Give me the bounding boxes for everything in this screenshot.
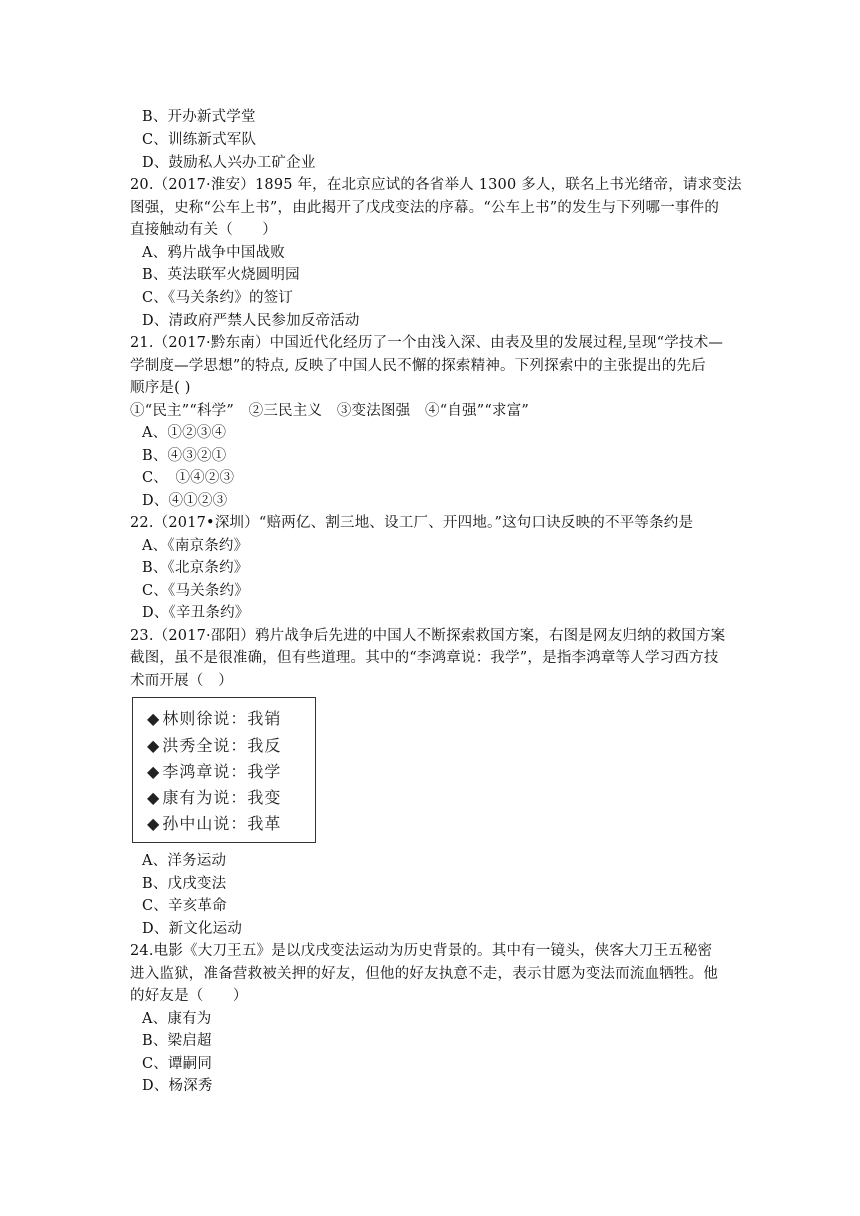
q23-figure-screenshot <box>132 697 316 843</box>
q21-stem-line-3: 顺序是( ) <box>130 380 191 396</box>
q21-option-c: C、 ①④②③ <box>142 470 235 486</box>
figure-row: ◆ 林则徐说：我销 <box>147 706 281 732</box>
diamond-bullet-icon: ◆ <box>147 709 161 728</box>
q22-stem-line-1: 22.（2017•深圳）“赔两亿、割三地、设工厂、开四地。”这句口诀反映的不平等条约是 <box>130 515 694 531</box>
q20-option-d: D、清政府严禁人民参加反帝活动 <box>142 313 360 329</box>
q24-stem-line-1: 24.电影《大刀王五》是以戊戌变法运动为历史背景的。其中有一镜头，侠客大刀王五秘密 <box>130 943 713 959</box>
q24-option-c: C、谭嗣同 <box>142 1056 213 1072</box>
figure-row: ◆ 康有为说：我变 <box>147 785 281 811</box>
q21-stem-line-1: 21.（2017·黔东南）中国近代化经历了一个由浅入深、由表及里的发展过程,呈现“学技术— <box>130 335 724 351</box>
q22-option-c: C、《马关条约》 <box>142 583 249 599</box>
q19-option-c: C、训练新式军队 <box>142 132 257 148</box>
q24-stem-line-2: 进入监狱，准备营救被关押的好友，但他的好友执意不走，表示甘愿为变法而流血牺牲。他 <box>130 966 718 982</box>
q20-stem-line-1: 20.（2017·淮安）1895 年，在北京应试的各省举人 1300 多人，联名上书光绪帝，请求变法 <box>130 177 742 193</box>
q21-option-d: D、④①②③ <box>142 493 228 509</box>
q22-option-b: B、《北京条约》 <box>142 560 249 576</box>
q23-option-a: A、洋务运动 <box>142 853 227 869</box>
diamond-bullet-icon: ◆ <box>147 736 161 755</box>
q20-option-c: C、《马关条约》的签订 <box>142 290 294 306</box>
q20-stem-line-3: 直接触动有关（ ） <box>130 222 277 238</box>
q23-option-b: B、戊戌变法 <box>142 876 227 892</box>
q23-option-d: D、新文化运动 <box>142 921 243 937</box>
figure-row: ◆ 孙中山说：我革 <box>147 811 281 837</box>
q19-option-d: D、鼓励私人兴办工矿企业 <box>142 155 316 171</box>
q24-option-a: A、康有为 <box>142 1011 212 1027</box>
q23-stem-line-3: 术而开展（ ） <box>130 673 233 689</box>
q20-option-b: B、英法联军火烧圆明园 <box>142 267 300 283</box>
q21-option-b: B、④③②① <box>142 448 227 464</box>
q22-option-a: A、《南京条约》 <box>142 538 249 554</box>
q23-stem-line-2: 截图，虽不是很准确，但有些道理。其中的“李鸿章说：我学”，是指李鸿章等人学习西方技 <box>130 650 719 666</box>
q24-stem-line-3: 的好友是（ ） <box>130 988 248 1004</box>
diamond-bullet-icon: ◆ <box>147 788 161 807</box>
q24-option-d: D、杨深秀 <box>142 1078 213 1094</box>
diamond-bullet-icon: ◆ <box>147 814 161 833</box>
q22-option-d: D、《辛丑条约》 <box>142 605 250 621</box>
figure-row: ◆ 洪秀全说：我反 <box>147 733 281 759</box>
q23-stem-line-1: 23.（2017·邵阳）鸦片战争后先进的中国人不断探索救国方案，右图是网友归纳的救国方案 <box>130 628 726 644</box>
q21-option-a: A、①②③④ <box>142 425 227 441</box>
q21-stem-line-2: 学制度—学思想”的特点, 反映了中国人民不懈的探索精神。下列探索中的主张提出的先后 <box>130 358 706 374</box>
figure-row: ◆ 李鸿章说：我学 <box>147 759 281 785</box>
q21-choices: ①“民主”“科学” ②三民主义 ③变法图强 ④“自强”“求富” <box>130 403 530 419</box>
q19-option-b: B、开办新式学堂 <box>142 109 256 125</box>
diamond-bullet-icon: ◆ <box>147 762 161 781</box>
q23-option-c: C、辛亥革命 <box>142 898 227 914</box>
q24-option-b: B、梁启超 <box>142 1033 212 1049</box>
q20-option-a: A、鸦片战争中国战败 <box>142 245 285 261</box>
q20-stem-line-2: 图强，史称“公车上书”，由此揭开了戊戌变法的序幕。“公车上书”的发生与下列哪一事件的 <box>130 200 720 216</box>
